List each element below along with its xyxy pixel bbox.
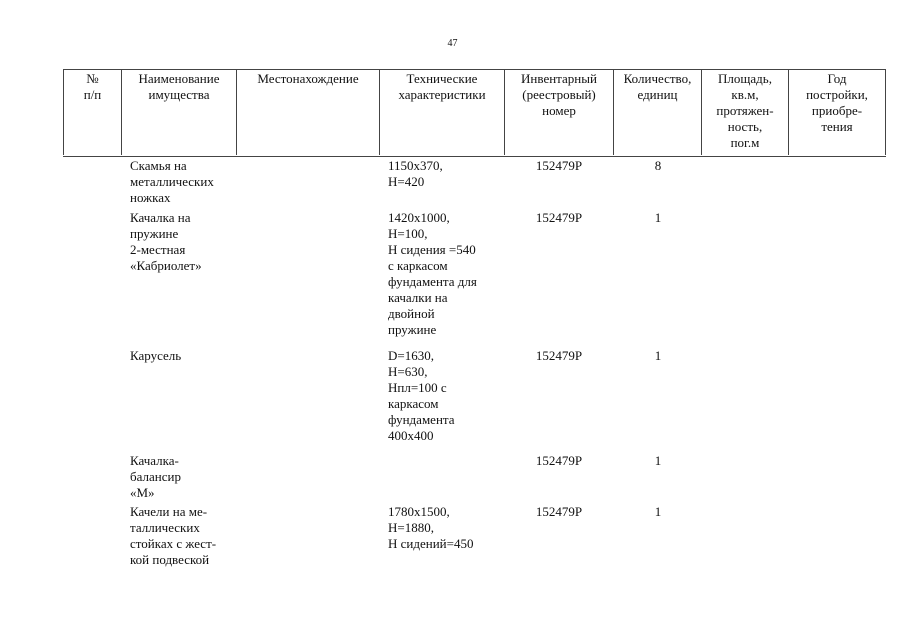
row-quantity-cell: 1 bbox=[654, 210, 662, 225]
header-cell-number: № п/п bbox=[63, 69, 122, 155]
header-cell-location: Местонахождение bbox=[237, 69, 380, 155]
row-inventory-cell: 152479Р bbox=[535, 210, 583, 225]
row-name-cell: Качели на ме- таллических стойках с жест- кой подвеской bbox=[130, 504, 217, 567]
row-inventory-cell: 152479Р bbox=[535, 158, 583, 173]
row-tech-cell: 1150х370, Н=420 bbox=[388, 158, 443, 189]
row-quantity-cell: 1 bbox=[654, 348, 662, 363]
row-quantity-cell: 1 bbox=[654, 504, 662, 519]
row-inventory-cell: 152479Р bbox=[535, 504, 583, 519]
row-inventory-cell: 152479Р bbox=[535, 348, 583, 363]
row-tech-cell: 1780х1500, Н=1880, Н сидений=450 bbox=[388, 504, 474, 551]
row-name-cell: Качалка на пружине 2-местная «Кабриолет» bbox=[130, 210, 202, 273]
header-cell-area: Площадь, кв.м, протяжен- ность, пог.м bbox=[702, 69, 789, 155]
row-tech-cell: 1420х1000, Н=100, Н сидения =540 с каркасом фундамента для качалки на двойной пружине bbox=[388, 210, 477, 337]
row-name-cell: Карусель bbox=[130, 348, 182, 363]
header-cell-year: Год постройки, приобре- тения bbox=[789, 69, 886, 155]
row-tech-cell: D=1630, Н=630, Нпл=100 с каркасом фундамента 400х400 bbox=[388, 348, 455, 443]
header-cell-inventory: Инвентарный (реестровый) номер bbox=[505, 69, 614, 155]
header-cell-name: Наименование имущества bbox=[122, 69, 237, 155]
row-quantity-cell: 1 bbox=[654, 453, 662, 468]
row-name-cell: Скамья на металлических ножках bbox=[130, 158, 214, 205]
row-inventory-cell: 152479Р bbox=[535, 453, 583, 468]
row-name-cell: Качалка- балансир «М» bbox=[130, 453, 181, 500]
row-quantity-cell: 8 bbox=[654, 158, 662, 173]
header-cell-tech: Технические характеристики bbox=[380, 69, 505, 155]
header-cell-quantity: Количество, единиц bbox=[614, 69, 702, 155]
page-number: 47 bbox=[447, 38, 458, 49]
